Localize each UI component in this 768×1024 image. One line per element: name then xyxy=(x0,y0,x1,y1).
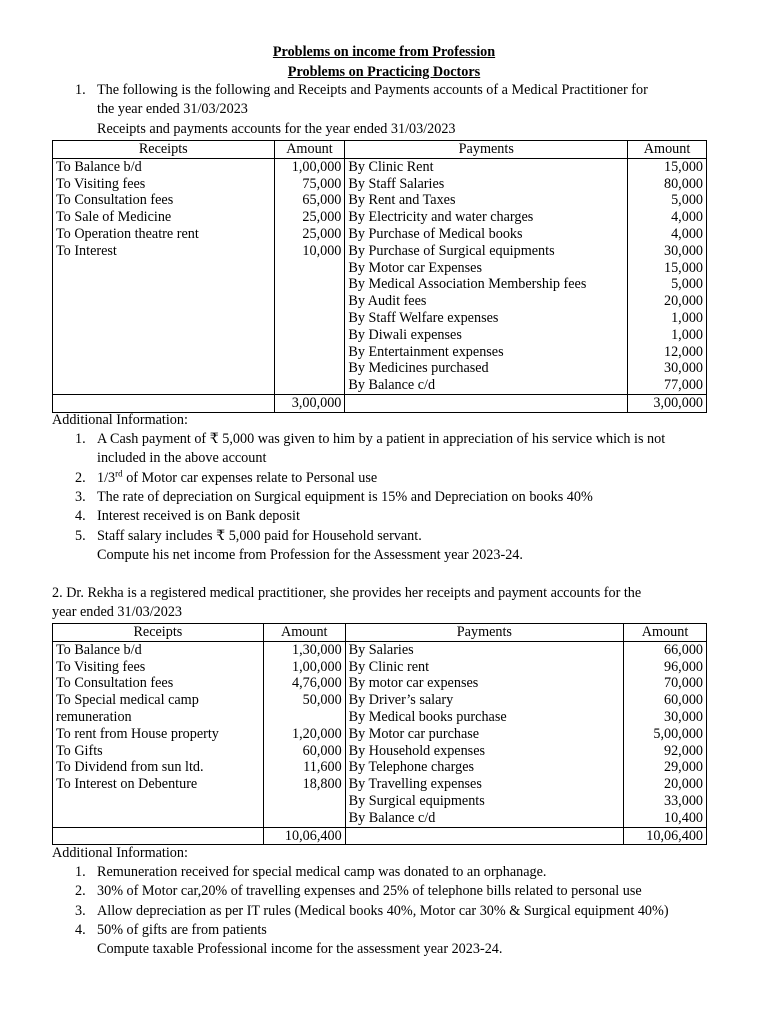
receipt-amount: 60,000 xyxy=(302,742,342,759)
receipts-amounts xyxy=(263,641,345,827)
table-header-row xyxy=(53,624,707,642)
col-header-receipts: Receipts xyxy=(53,624,264,642)
list-number: 4. xyxy=(75,508,86,524)
payment-label: By Staff Salaries xyxy=(348,175,445,192)
document-title: Problems on income from Profession xyxy=(272,44,496,60)
receipt-amount: 25,000 xyxy=(302,209,342,226)
list-number: 3. xyxy=(75,903,86,919)
payment-amount: 5,000 xyxy=(671,276,703,293)
payment-amount: 30,000 xyxy=(663,242,703,259)
receipt-label: To Interest on Debenture xyxy=(56,776,198,793)
payment-label: By Motor car purchase xyxy=(348,725,480,742)
receipt-label: To rent from House property xyxy=(56,725,219,742)
list-item: A Cash payment of ₹ 5,000 was given to him by a patient in appreciation of his service which is not xyxy=(97,431,666,447)
receipt-amount: 4,76,000 xyxy=(292,675,342,692)
payment-label: By Salaries xyxy=(348,641,414,658)
receipts-payments-table-1 xyxy=(52,140,707,413)
receipt-amount: 11,600 xyxy=(303,759,342,776)
col-header-amount: Amount xyxy=(624,624,707,642)
problem1-table-caption: Receipts and payments accounts for the year ended 31/03/2023 xyxy=(97,121,456,137)
payment-amount: 70,000 xyxy=(663,675,703,692)
receipt-label: To Balance b/d xyxy=(56,158,142,175)
payment-amount: 29,000 xyxy=(663,759,703,776)
payment-label: By Staff Welfare expenses xyxy=(348,309,499,326)
receipt-label: To Dividend from sun ltd. xyxy=(56,759,204,776)
total-payments: 3,00,000 xyxy=(628,394,707,412)
payment-label: By Motor car Expenses xyxy=(348,259,482,276)
table-header-row xyxy=(53,141,707,159)
list-item: 30% of Motor car,20% of travelling expenses and 25% of telephone bills related to personal use xyxy=(97,883,642,899)
table-total-row xyxy=(53,394,707,412)
additional-info-heading: Additional Information: xyxy=(52,845,188,861)
payment-label: By Diwali expenses xyxy=(348,326,462,343)
payment-label: By motor car expenses xyxy=(348,675,479,692)
receipt-amount: 1,00,000 xyxy=(291,158,342,175)
list-number: 5. xyxy=(75,528,86,544)
payment-amount: 33,000 xyxy=(663,792,703,809)
payment-label: By Medical books purchase xyxy=(348,708,507,725)
payment-amount: 4,000 xyxy=(671,225,703,242)
receipt-amount: 1,20,000 xyxy=(292,725,342,742)
payment-amount: 12,000 xyxy=(663,343,703,360)
receipt-amount: 65,000 xyxy=(302,192,342,209)
total-receipts: 10,06,400 xyxy=(263,827,345,845)
total-receipts: 3,00,000 xyxy=(274,394,345,412)
payment-label: By Household expenses xyxy=(348,742,486,759)
compute-instruction: Compute taxable Professional income for the assessment year 2023-24. xyxy=(97,941,503,957)
table-total-row xyxy=(53,827,707,845)
payment-amount: 4,000 xyxy=(671,209,703,226)
col-header-payments: Payments xyxy=(345,141,628,159)
payment-label: By Clinic Rent xyxy=(348,158,434,175)
payment-amount: 30,000 xyxy=(663,708,703,725)
payment-label: By Balance c/d xyxy=(348,377,436,394)
receipt-label: To Gifts xyxy=(56,742,103,759)
payment-label: By Medical Association Membership fees xyxy=(348,276,587,293)
fraction-text: 1/3 xyxy=(97,470,116,486)
receipt-label: To Interest xyxy=(56,242,117,259)
problem2-intro-cont: year ended 31/03/2023 xyxy=(52,604,183,620)
problem1-number: 1. xyxy=(75,82,86,98)
receipt-label: To Operation theatre rent xyxy=(56,225,199,242)
receipts-labels xyxy=(53,158,275,394)
payment-amount: 20,000 xyxy=(663,776,703,793)
col-header-payments: Payments xyxy=(345,624,623,642)
receipt-label: To Visiting fees xyxy=(56,658,146,675)
payment-label: By Purchase of Surgical equipments xyxy=(348,242,555,259)
payment-amount: 10,400 xyxy=(663,809,703,826)
receipt-amount: 18,800 xyxy=(302,776,342,793)
list-item-text: of Motor car expenses relate to Personal use xyxy=(122,470,378,486)
receipt-amount: 75,000 xyxy=(302,175,342,192)
list-item: The rate of depreciation on Surgical equipment is 15% and Depreciation on books 40% xyxy=(97,489,593,505)
problem1-intro: The following is the following and Receipts and Payments accounts of a Medical Practitioner for xyxy=(97,82,648,98)
payment-amount: 30,000 xyxy=(663,360,703,377)
payments-amounts xyxy=(628,158,707,394)
list-number: 2. xyxy=(75,470,86,486)
payment-label: By Purchase of Medical books xyxy=(348,225,523,242)
payment-amount: 66,000 xyxy=(663,641,703,658)
payment-amount: 92,000 xyxy=(663,742,703,759)
receipt-label: remuneration xyxy=(56,708,132,725)
payment-amount: 20,000 xyxy=(663,293,703,310)
list-item: Interest received is on Bank deposit xyxy=(97,508,300,524)
col-header-receipts: Receipts xyxy=(53,141,275,159)
total-blank xyxy=(53,827,264,845)
table-body-row xyxy=(53,158,707,394)
list-number: 1. xyxy=(75,431,86,447)
compute-instruction: Compute his net income from Profession for the Assessment year 2023-24. xyxy=(97,547,523,563)
receipts-labels xyxy=(53,641,264,827)
problem1-intro-cont: the year ended 31/03/2023 xyxy=(97,101,248,117)
receipt-label: To Consultation fees xyxy=(56,675,174,692)
list-item xyxy=(97,470,377,487)
list-item-cont: included in the above account xyxy=(97,450,267,466)
receipt-amount: 1,30,000 xyxy=(292,641,342,658)
list-item: 50% of gifts are from patients xyxy=(97,922,267,938)
payment-label: By Telephone charges xyxy=(348,759,475,776)
payment-amount: 60,000 xyxy=(663,692,703,709)
payments-labels xyxy=(345,158,628,394)
document-subtitle: Problems on Practicing Doctors xyxy=(287,64,481,80)
payment-label: By Entertainment expenses xyxy=(348,343,504,360)
payment-label: By Rent and Taxes xyxy=(348,192,456,209)
list-item: Staff salary includes ₹ 5,000 paid for Household servant. xyxy=(97,528,422,544)
payment-label: By Clinic rent xyxy=(348,658,430,675)
payment-amount: 15,000 xyxy=(663,259,703,276)
payment-label: By Audit fees xyxy=(348,293,427,310)
receipt-label: To Visiting fees xyxy=(56,175,146,192)
total-blank xyxy=(345,394,628,412)
payment-amount: 77,000 xyxy=(663,377,703,394)
payment-label: By Balance c/d xyxy=(348,809,436,826)
payment-label: By Electricity and water charges xyxy=(348,209,534,226)
total-blank xyxy=(53,394,275,412)
problem2-intro: 2. Dr. Rekha is a registered medical practitioner, she provides her receipts and payment accounts for the xyxy=(52,585,642,601)
list-number: 3. xyxy=(75,489,86,505)
payment-amount: 15,000 xyxy=(663,158,703,175)
receipt-amount: 10,000 xyxy=(302,242,342,259)
col-header-amount: Amount xyxy=(274,141,345,159)
col-header-amount: Amount xyxy=(263,624,345,642)
receipt-amount xyxy=(267,709,342,726)
payment-amount: 5,00,000 xyxy=(653,725,703,742)
payments-labels xyxy=(345,641,623,827)
list-item: Allow depreciation as per IT rules (Medical books 40%, Motor car 30% & Surgical equipment 40%) xyxy=(97,903,669,919)
payments-amounts xyxy=(624,641,707,827)
receipt-label: To Sale of Medicine xyxy=(56,209,172,226)
table-body-row xyxy=(53,641,707,827)
receipt-amount: 50,000 xyxy=(302,692,342,709)
total-payments: 10,06,400 xyxy=(624,827,707,845)
payment-label: By Surgical equipments xyxy=(348,792,485,809)
payment-label: By Driver’s salary xyxy=(348,692,454,709)
payment-label: By Travelling expenses xyxy=(348,776,482,793)
payment-amount: 80,000 xyxy=(663,175,703,192)
payment-amount: 96,000 xyxy=(663,658,703,675)
receipt-label: To Special medical camp xyxy=(56,692,199,709)
receipt-label: To Balance b/d xyxy=(56,641,142,658)
receipt-amount: 1,00,000 xyxy=(292,658,342,675)
receipts-amounts xyxy=(274,158,345,394)
list-number: 4. xyxy=(75,922,86,938)
total-blank xyxy=(345,827,623,845)
list-item: Remuneration received for special medical camp was donated to an orphanage. xyxy=(97,864,547,880)
payment-amount: 5,000 xyxy=(671,192,703,209)
list-number: 2. xyxy=(75,883,86,899)
payment-label: By Medicines purchased xyxy=(348,360,489,377)
col-header-amount: Amount xyxy=(628,141,707,159)
additional-info-heading: Additional Information: xyxy=(52,412,188,428)
ordinal-suffix: rd xyxy=(115,468,123,479)
receipts-payments-table-2 xyxy=(52,623,707,845)
payment-amount: 1,000 xyxy=(671,326,703,343)
payment-amount: 1,000 xyxy=(671,309,703,326)
receipt-amount: 25,000 xyxy=(302,225,342,242)
receipt-label: To Consultation fees xyxy=(56,192,174,209)
list-number: 1. xyxy=(75,864,86,880)
